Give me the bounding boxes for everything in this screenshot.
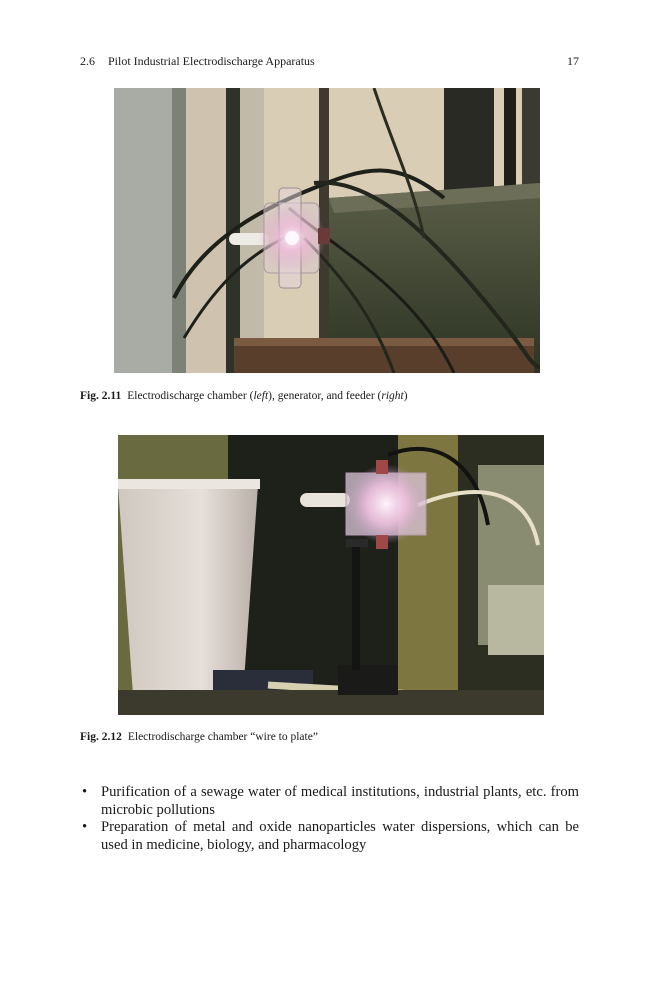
list-item: • Purification of a sewage water of medical institutions, industrial plants, etc. from microbic pollutions: [82, 784, 579, 818]
application-list: [80, 784, 579, 854]
figure-2-12-caption-text: Electrodischarge chamber “wire to plate”: [127, 731, 318, 743]
bullet-icon: •: [82, 784, 88, 800]
section-number: 2.6: [80, 54, 95, 68]
figure-2-12-label: Fig. 2.12: [80, 731, 122, 743]
page-number: 17: [567, 54, 579, 68]
running-head: [80, 53, 579, 69]
figure-2-11-photo: [114, 88, 540, 373]
figure-2-11-label: Fig. 2.11: [80, 390, 122, 402]
figure-2-12-caption: [80, 730, 318, 745]
figure-2-11-caption: Fig. 2.11 Electrodischarge chamber (left), generator, and feeder (right): [80, 390, 408, 402]
section-title: Pilot Industrial Electrodischarge Apparatus: [108, 54, 315, 68]
figure-2-12-photo: [118, 435, 544, 715]
list-item: • Preparation of metal and oxide nanoparticles water dispersions, which can be used in medicine, biology, and pharmacology: [82, 819, 579, 853]
bullet-icon: •: [82, 819, 88, 835]
